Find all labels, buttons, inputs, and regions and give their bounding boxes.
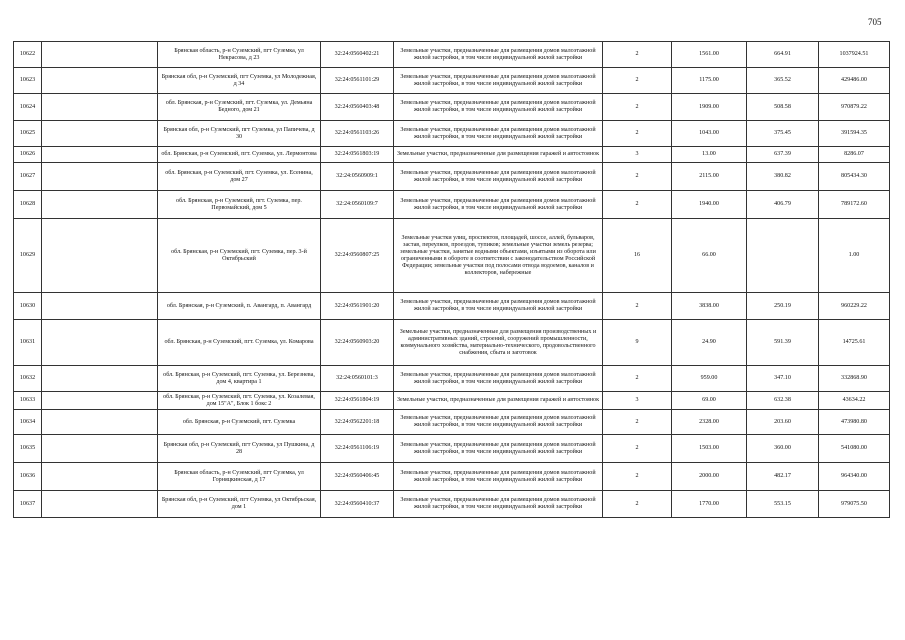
land-use-cell: Земельные участки, предназначенные для размещения домов малоэтажной жилой застройки, в том числе индивидуальной жилой застройки: [394, 366, 603, 392]
cadastral-table: [13, 41, 890, 518]
address-cell: Брянская обл, р-н Суземский, пгт Суземка, ул Молодежная, д 34: [158, 68, 321, 94]
empty-column: [42, 191, 158, 219]
cadastral-number-cell: 32:24:0561106:19: [321, 435, 394, 463]
area-cell: 69.00: [672, 392, 747, 410]
cadastral-number-cell: 32:24:0560807:25: [321, 219, 394, 293]
cadastral-number-cell: 32:24:0562201:18: [321, 410, 394, 435]
area-cell: 66.00: [672, 219, 747, 293]
area-cell: 1909.00: [672, 94, 747, 121]
cadastral-number-cell: 32:24:0561901:20: [321, 293, 394, 320]
row-number: 10626: [14, 147, 42, 163]
table-row: [14, 219, 890, 293]
rate-cell: 664.91: [747, 42, 819, 68]
value-cell: 473980.80: [819, 410, 890, 435]
group-cell: 16: [603, 219, 672, 293]
address-cell: обл. Брянская, р-н Суземский, п. Авангард, п. Авангард: [158, 293, 321, 320]
table-row: [14, 410, 890, 435]
area-cell: 1503.00: [672, 435, 747, 463]
value-cell: 332868.90: [819, 366, 890, 392]
cadastral-number-cell: 32:24:0560402:21: [321, 42, 394, 68]
address-cell: обл. Брянская, р-н Суземский, пгт. Суземка, пер. 3-й Октябрьский: [158, 219, 321, 293]
area-cell: 1940.00: [672, 191, 747, 219]
row-number: 10628: [14, 191, 42, 219]
land-use-cell: Земельные участки, предназначенные для размещения домов малоэтажной жилой застройки, в том числе индивидуальной жилой застройки: [394, 163, 603, 191]
area-cell: 3838.00: [672, 293, 747, 320]
land-use-cell: Земельные участки, предназначенные для размещения домов малоэтажной жилой застройки, в том числе индивидуальной жилой застройки: [394, 293, 603, 320]
value-cell: 391594.35: [819, 121, 890, 147]
empty-column: [42, 42, 158, 68]
land-use-cell: Земельные участки, предназначенные для размещения домов малоэтажной жилой застройки, в том числе индивидуальной жилой застройки: [394, 435, 603, 463]
address-cell: обл. Брянская, р-н Суземский, пгт. Суземка, ул. Демьяна Бедного, дом 21: [158, 94, 321, 121]
cadastral-number-cell: 32:24:0560403:48: [321, 94, 394, 121]
row-number: 10623: [14, 68, 42, 94]
address-cell: Брянская обл, р-н Суземский, пгт Суземка, ул Папичева, д 30: [158, 121, 321, 147]
cadastral-number-cell: 32:24:0560101:3: [321, 366, 394, 392]
group-cell: 2: [603, 121, 672, 147]
area-cell: 1043.00: [672, 121, 747, 147]
group-cell: 2: [603, 293, 672, 320]
table-row: [14, 94, 890, 121]
rate-cell: 637.39: [747, 147, 819, 163]
table-row: [14, 191, 890, 219]
rate-cell: 203.60: [747, 410, 819, 435]
row-number: 10622: [14, 42, 42, 68]
rate-cell: 553.15: [747, 491, 819, 518]
empty-column: [42, 435, 158, 463]
value-cell: 429486.00: [819, 68, 890, 94]
row-number: 10636: [14, 463, 42, 491]
row-number: 10629: [14, 219, 42, 293]
area-cell: 24.90: [672, 320, 747, 366]
value-cell: 970879.22: [819, 94, 890, 121]
address-cell: обл. Брянская, р-н Суземский, пгт. Суземка, ул. Лермонтова: [158, 147, 321, 163]
empty-column: [42, 293, 158, 320]
value-cell: 805434.30: [819, 163, 890, 191]
empty-column: [42, 463, 158, 491]
value-cell: 14725.61: [819, 320, 890, 366]
rate-cell: [747, 219, 819, 293]
row-number: 10627: [14, 163, 42, 191]
land-use-cell: Земельные участки, предназначенные для размещения домов малоэтажной жилой застройки, в том числе индивидуальной жилой застройки: [394, 42, 603, 68]
address-cell: обл. Брянская, р-н Суземский, пгт. Суземка, пер. Первомайский, дом 5: [158, 191, 321, 219]
value-cell: 960229.22: [819, 293, 890, 320]
cadastral-number-cell: 32:24:0560109:7: [321, 191, 394, 219]
land-use-cell: Земельные участки, предназначенные для размещения домов малоэтажной жилой застройки, в том числе индивидуальной жилой застройки: [394, 121, 603, 147]
table-row: [14, 435, 890, 463]
area-cell: 1561.00: [672, 42, 747, 68]
row-number: 10630: [14, 293, 42, 320]
row-number: 10635: [14, 435, 42, 463]
group-cell: 2: [603, 435, 672, 463]
rate-cell: 632.38: [747, 392, 819, 410]
group-cell: 9: [603, 320, 672, 366]
value-cell: 1037924.51: [819, 42, 890, 68]
area-cell: 2115.00: [672, 163, 747, 191]
empty-column: [42, 68, 158, 94]
row-number: 10631: [14, 320, 42, 366]
value-cell: 979075.50: [819, 491, 890, 518]
address-cell: Брянская область, р-н Суземский, пгт Суземка, ул Некрасова, д 23: [158, 42, 321, 68]
address-cell: обл. Брянская, р-н Суземский, пгт. Суземка: [158, 410, 321, 435]
empty-column: [42, 320, 158, 366]
rate-cell: 406.79: [747, 191, 819, 219]
area-cell: 2328.00: [672, 410, 747, 435]
table-row: [14, 293, 890, 320]
empty-column: [42, 491, 158, 518]
area-cell: 1175.00: [672, 68, 747, 94]
value-cell: 541080.00: [819, 435, 890, 463]
address-cell: обл. Брянская, р-н Суземский, пгт. Суземка, ул. Есенина, дом 27: [158, 163, 321, 191]
value-cell: 8286.07: [819, 147, 890, 163]
table-row: [14, 392, 890, 410]
empty-column: [42, 219, 158, 293]
rate-cell: 360.00: [747, 435, 819, 463]
rate-cell: 250.19: [747, 293, 819, 320]
cadastral-number-cell: 32:24:0560410:37: [321, 491, 394, 518]
address-cell: обл. Брянская, р-н Суземский, пгт. Суземка, ул. Комарова: [158, 320, 321, 366]
group-cell: 2: [603, 491, 672, 518]
group-cell: 2: [603, 42, 672, 68]
rate-cell: 347.10: [747, 366, 819, 392]
area-cell: 2000.00: [672, 463, 747, 491]
group-cell: 2: [603, 191, 672, 219]
land-use-cell: Земельные участки, предназначенные для размещения домов малоэтажной жилой застройки, в том числе индивидуальной жилой застройки: [394, 463, 603, 491]
table-row: [14, 121, 890, 147]
page-number: 705: [868, 17, 882, 27]
empty-column: [42, 163, 158, 191]
area-cell: 1770.00: [672, 491, 747, 518]
row-number: 10633: [14, 392, 42, 410]
group-cell: 2: [603, 68, 672, 94]
cadastral-number-cell: 32:24:0561101:29: [321, 68, 394, 94]
row-number: 10625: [14, 121, 42, 147]
cadastral-number-cell: 32:24:0560903:20: [321, 320, 394, 366]
empty-column: [42, 121, 158, 147]
area-cell: 959.00: [672, 366, 747, 392]
rate-cell: 375.45: [747, 121, 819, 147]
rate-cell: 482.17: [747, 463, 819, 491]
land-use-cell: Земельные участки, предназначенные для размещения домов малоэтажной жилой застройки, в том числе индивидуальной жилой застройки: [394, 94, 603, 121]
empty-column: [42, 366, 158, 392]
address-cell: обл. Брянская, р-н Суземский, пгт. Суземка, ул. Березнева, дом 4, квартира 1: [158, 366, 321, 392]
table-row: [14, 491, 890, 518]
rate-cell: 365.52: [747, 68, 819, 94]
table-row: [14, 366, 890, 392]
cadastral-number-cell: 32:24:0561803:19: [321, 147, 394, 163]
address-cell: Брянская область, р-н Суземский, пгт Суземка, ул Горняцкинская, д 17: [158, 463, 321, 491]
land-use-cell: Земельные участки улиц, проспектов, площадей, шоссе, аллей, бульваров, застав, переулков, проездов, тупиков; земельные участки земель резерва; земельные участки, занятые водными объектами, изъятыми из оборота или ограниченными в обороте в соответствии с законодательством Российской Федерации; земельные участки под полосами отвода водоемов, каналов и коллекторов, набережные: [394, 219, 603, 293]
table-row: [14, 163, 890, 191]
rate-cell: 380.82: [747, 163, 819, 191]
table-row: [14, 320, 890, 366]
cadastral-number-cell: 32:24:0560909:1: [321, 163, 394, 191]
address-cell: Брянская обл, р-н Суземский, пгт Суземка, ул Пушкина, д 28: [158, 435, 321, 463]
row-number: 10632: [14, 366, 42, 392]
value-cell: 964340.00: [819, 463, 890, 491]
cadastral-number-cell: 32:24:0561804:19: [321, 392, 394, 410]
value-cell: 789172.60: [819, 191, 890, 219]
empty-column: [42, 94, 158, 121]
group-cell: 2: [603, 463, 672, 491]
empty-column: [42, 392, 158, 410]
land-use-cell: Земельные участки, предназначенные для размещения домов малоэтажной жилой застройки, в том числе индивидуальной жилой застройки: [394, 410, 603, 435]
area-cell: 13.00: [672, 147, 747, 163]
land-use-cell: Земельные участки, предназначенные для размещения гаражей и автостоянок: [394, 147, 603, 163]
empty-column: [42, 147, 158, 163]
land-use-cell: Земельные участки, предназначенные для размещения домов малоэтажной жилой застройки, в том числе индивидуальной жилой застройки: [394, 68, 603, 94]
table-row: [14, 42, 890, 68]
group-cell: 2: [603, 163, 672, 191]
group-cell: 3: [603, 147, 672, 163]
table-row: [14, 463, 890, 491]
address-cell: обл. Брянская, р-н Суземский, пгт. Суземка, ул. Козалевая, дом 15"А", Блок 1 бокс 2: [158, 392, 321, 410]
table-row: [14, 68, 890, 94]
empty-column: [42, 410, 158, 435]
land-use-cell: Земельные участки, предназначенные для размещения домов малоэтажной жилой застройки, в том числе индивидуальной жилой застройки: [394, 491, 603, 518]
group-cell: 2: [603, 410, 672, 435]
row-number: 10637: [14, 491, 42, 518]
group-cell: 2: [603, 94, 672, 121]
row-number: 10624: [14, 94, 42, 121]
table-row: [14, 147, 890, 163]
cadastral-number-cell: 32:24:0561103:26: [321, 121, 394, 147]
value-cell: 43634.22: [819, 392, 890, 410]
value-cell: 1.00: [819, 219, 890, 293]
group-cell: 3: [603, 392, 672, 410]
rate-cell: 508.58: [747, 94, 819, 121]
row-number: 10634: [14, 410, 42, 435]
land-use-cell: Земельные участки, предназначенные для размещения гаражей и автостоянок: [394, 392, 603, 410]
group-cell: 2: [603, 366, 672, 392]
cadastral-number-cell: 32:24:0560406:45: [321, 463, 394, 491]
address-cell: Брянская обл, р-н Суземский, пгт Суземка, ул Октябрьская, дом 1: [158, 491, 321, 518]
land-use-cell: Земельные участки, предназначенные для размещения домов малоэтажной жилой застройки, в том числе индивидуальной жилой застройки: [394, 191, 603, 219]
rate-cell: 591.39: [747, 320, 819, 366]
land-use-cell: Земельные участки, предназначенные для размещения производственных и административных зданий, строений, сооружений промышленности, коммунального хозяйства, материально-технического, продовольственного снабжения, сбыта и заготовок: [394, 320, 603, 366]
